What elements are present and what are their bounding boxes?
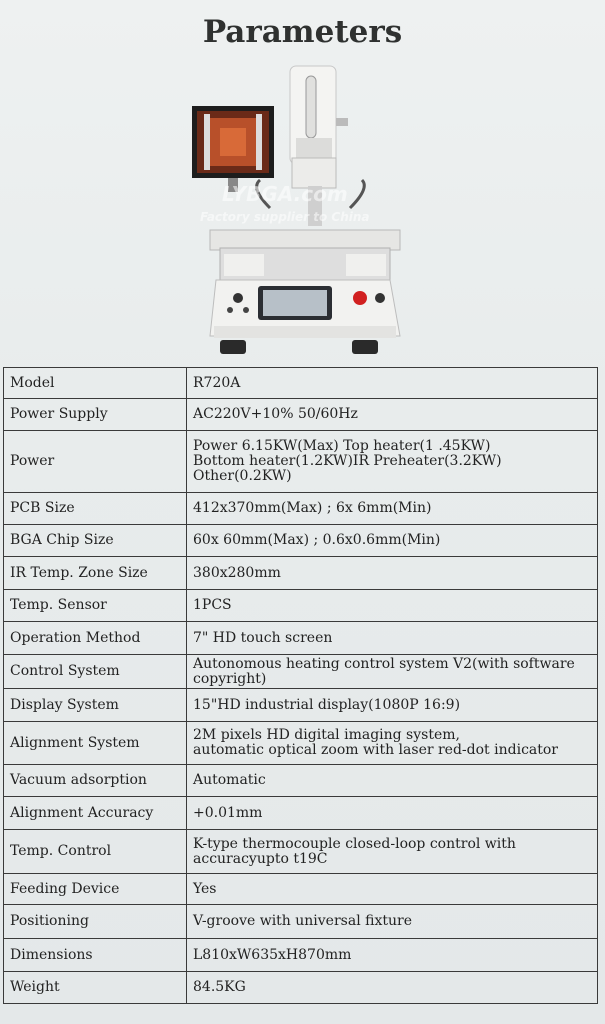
spec-row bbox=[4, 557, 598, 590]
spec-value-line: copyright) bbox=[193, 670, 267, 687]
spec-row bbox=[4, 622, 598, 655]
spec-row bbox=[4, 655, 598, 689]
spec-value-line: accuracyupto t19C bbox=[193, 850, 328, 867]
spec-label: Positioning bbox=[4, 905, 187, 939]
spec-value-line: +0.01mm bbox=[193, 804, 263, 821]
spec-value-line: Autonomous heating control system V2(with software bbox=[193, 655, 575, 672]
spec-label: Temp. Sensor bbox=[4, 590, 187, 622]
spec-value-line: Power 6.15KW(Max) Top heater(1 .45KW) bbox=[193, 438, 491, 454]
spec-value-line: 1PCS bbox=[193, 597, 232, 613]
spec-value bbox=[187, 797, 598, 830]
spec-row bbox=[4, 399, 598, 431]
spec-value bbox=[187, 830, 598, 874]
spec-row bbox=[4, 939, 598, 972]
watermark-brand: LYBGA.com bbox=[222, 182, 348, 206]
spec-label: Display System bbox=[4, 689, 187, 722]
spec-row bbox=[4, 493, 598, 525]
spec-row bbox=[4, 368, 598, 399]
spec-value bbox=[187, 557, 598, 590]
spec-row bbox=[4, 797, 598, 830]
spec-value-line: Automatic bbox=[193, 772, 266, 788]
spec-row bbox=[4, 722, 598, 765]
spec-label: Feeding Device bbox=[4, 874, 187, 905]
spec-label: BGA Chip Size bbox=[4, 525, 187, 557]
spec-value-line: L810xW635xH870mm bbox=[193, 946, 352, 963]
spec-row bbox=[4, 431, 598, 493]
spec-value-line: 15"HD industrial display(1080P 16:9) bbox=[193, 696, 461, 713]
spec-label: PCB Size bbox=[4, 493, 187, 525]
spec-value bbox=[187, 399, 598, 431]
spec-value-line: 7" HD touch screen bbox=[193, 629, 333, 646]
spec-row bbox=[4, 689, 598, 722]
spec-value bbox=[187, 431, 598, 493]
spec-value-line: R720A bbox=[193, 374, 241, 391]
spec-value bbox=[187, 590, 598, 622]
spec-value-line: 60x 60mm(Max) ; 0.6x0.6mm(Min) bbox=[193, 532, 441, 548]
spec-label: Power bbox=[4, 431, 187, 493]
spec-row bbox=[4, 590, 598, 622]
spec-value-line: K-type thermocouple closed-loop control with bbox=[193, 835, 516, 852]
spec-value bbox=[187, 655, 598, 689]
spec-value-line: Other(0.2KW) bbox=[193, 468, 292, 484]
spec-label: Vacuum adsorption bbox=[4, 765, 187, 797]
spec-label: Model bbox=[4, 368, 187, 399]
watermark-tagline: Factory supplier to China bbox=[200, 210, 370, 224]
spec-value-line: 84.5KG bbox=[193, 979, 246, 995]
spec-value bbox=[187, 905, 598, 939]
spec-value-line: 380x280mm bbox=[193, 564, 281, 581]
spec-label: Dimensions bbox=[4, 939, 187, 972]
spec-label: Operation Method bbox=[4, 622, 187, 655]
spec-value bbox=[187, 622, 598, 655]
spec-value bbox=[187, 525, 598, 557]
spec-value bbox=[187, 874, 598, 905]
spec-label: Weight bbox=[4, 972, 187, 1004]
spec-label: Alignment System bbox=[4, 722, 187, 765]
spec-value-line: automatic optical zoom with laser red-dot indicator bbox=[193, 742, 558, 758]
spec-row bbox=[4, 765, 598, 797]
parameters-table bbox=[3, 367, 598, 1004]
spec-value bbox=[187, 722, 598, 765]
spec-value bbox=[187, 972, 598, 1004]
spec-label: Alignment Accuracy bbox=[4, 797, 187, 830]
spec-value bbox=[187, 368, 598, 399]
spec-value-line: AC220V+10% 50/60Hz bbox=[193, 406, 358, 422]
spec-label: IR Temp. Zone Size bbox=[4, 557, 187, 590]
spec-value-line: 2M pixels HD digital imaging system, bbox=[193, 727, 460, 743]
spec-value-line: V-groove with universal fixture bbox=[193, 913, 412, 929]
spec-value bbox=[187, 765, 598, 797]
spec-row bbox=[4, 525, 598, 557]
bga-rework-station-image bbox=[180, 58, 420, 363]
spec-value-line: Bottom heater(1.2KW)IR Preheater(3.2KW) bbox=[193, 453, 502, 469]
spec-row bbox=[4, 830, 598, 874]
spec-label: Power Supply bbox=[4, 399, 187, 431]
spec-value-line: 412x370mm(Max) ; 6x 6mm(Min) bbox=[193, 500, 432, 516]
page-title: Parameters bbox=[202, 14, 403, 50]
spec-value bbox=[187, 689, 598, 722]
spec-value-line: Yes bbox=[193, 880, 217, 897]
spec-value bbox=[187, 493, 598, 525]
spec-label: Temp. Control bbox=[4, 830, 187, 874]
spec-label: Control System bbox=[4, 655, 187, 689]
spec-row bbox=[4, 972, 598, 1004]
spec-value bbox=[187, 939, 598, 972]
spec-row bbox=[4, 874, 598, 905]
spec-row bbox=[4, 905, 598, 939]
